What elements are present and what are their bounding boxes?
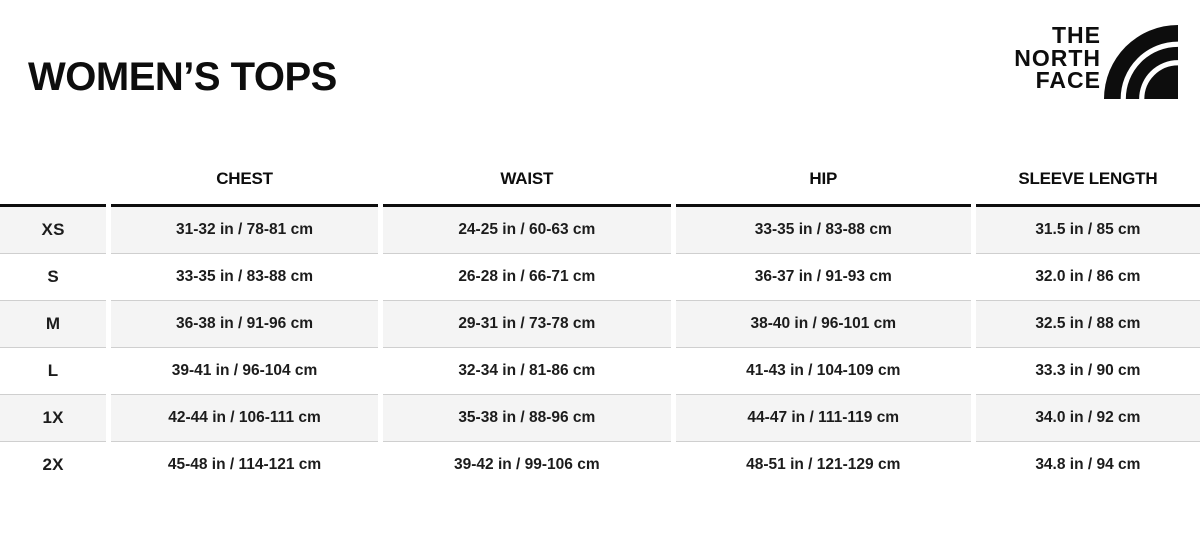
sleeve-cell: 31.5 in / 85 cm	[976, 207, 1200, 254]
table-row	[0, 301, 1200, 348]
sleeve-cell: 34.0 in / 92 cm	[976, 395, 1200, 442]
size-cell: 1X	[0, 395, 106, 442]
hip-cell: 48-51 in / 121-129 cm	[676, 442, 971, 489]
sleeve-cell: 34.8 in / 94 cm	[976, 442, 1200, 489]
top-bar	[0, 0, 1200, 99]
hip-cell: 41-43 in / 104-109 cm	[676, 348, 971, 395]
size-cell: M	[0, 301, 106, 348]
table-row	[0, 254, 1200, 301]
column-header-hip: HIP	[676, 157, 971, 207]
size-cell: L	[0, 348, 106, 395]
chest-cell: 36-38 in / 91-96 cm	[111, 301, 378, 348]
size-table-body	[0, 207, 1200, 489]
chest-cell: 42-44 in / 106-111 cm	[111, 395, 378, 442]
size-chart-table-wrap	[0, 157, 1200, 489]
sleeve-cell: 32.5 in / 88 cm	[976, 301, 1200, 348]
column-header-waist: WAIST	[383, 157, 671, 207]
size-chart-table	[0, 157, 1200, 489]
sleeve-cell: 32.0 in / 86 cm	[976, 254, 1200, 301]
chest-cell: 31-32 in / 78-81 cm	[111, 207, 378, 254]
chest-cell: 39-41 in / 96-104 cm	[111, 348, 378, 395]
half-dome-icon	[1104, 25, 1178, 99]
table-row	[0, 442, 1200, 489]
waist-cell: 26-28 in / 66-71 cm	[383, 254, 671, 301]
table-row	[0, 395, 1200, 442]
waist-cell: 29-31 in / 73-78 cm	[383, 301, 671, 348]
hip-cell: 33-35 in / 83-88 cm	[676, 207, 971, 254]
hip-cell: 44-47 in / 111-119 cm	[676, 395, 971, 442]
waist-cell: 32-34 in / 81-86 cm	[383, 348, 671, 395]
size-cell: S	[0, 254, 106, 301]
sleeve-cell: 33.3 in / 90 cm	[976, 348, 1200, 395]
table-header-row	[0, 157, 1200, 207]
logo-line-north: NORTH	[1014, 44, 1101, 71]
chest-cell: 45-48 in / 114-121 cm	[111, 442, 378, 489]
logo-line-face: FACE	[1035, 67, 1101, 93]
size-cell: XS	[0, 207, 106, 254]
size-cell: 2X	[0, 442, 106, 489]
waist-cell: 35-38 in / 88-96 cm	[383, 395, 671, 442]
table-row	[0, 207, 1200, 254]
column-header-sleeve: SLEEVE LENGTH	[976, 157, 1200, 207]
hip-cell: 38-40 in / 96-101 cm	[676, 301, 971, 348]
column-header-size	[0, 157, 106, 207]
chest-cell: 33-35 in / 83-88 cm	[111, 254, 378, 301]
brand-logo-text	[1014, 24, 1101, 92]
brand-logo	[1014, 24, 1178, 99]
hip-cell: 36-37 in / 91-93 cm	[676, 254, 971, 301]
column-header-chest: CHEST	[111, 157, 378, 207]
page-title: WOMEN’S TOPS	[28, 55, 337, 99]
waist-cell: 39-42 in / 99-106 cm	[383, 442, 671, 489]
table-row	[0, 348, 1200, 395]
waist-cell: 24-25 in / 60-63 cm	[383, 207, 671, 254]
logo-line-the: THE	[1052, 22, 1101, 48]
